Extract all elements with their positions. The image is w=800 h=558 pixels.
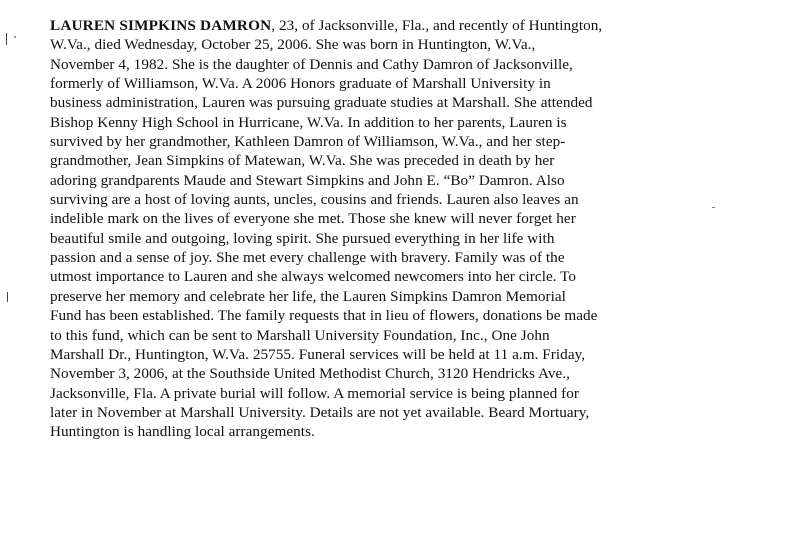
obituary-line: passion and a sense of joy. She met every challenge with bravery. Family was of the	[50, 249, 565, 267]
obituary-line: Bishop Kenny High School in Hurricane, W.Va. In addition to her parents, Lauren is	[50, 113, 567, 131]
obituary-line: November 4, 1982. She is the daughter of Dennis and Cathy Damron of Jacksonville,	[50, 55, 573, 73]
obituary-line: November 3, 2006, at the Southside United Methodist Church, 3120 Hendricks Ave.,	[50, 365, 571, 383]
obituary-line: survived by her grandmother, Kathleen Damron of Williamson, W.Va., and her step-	[50, 133, 566, 151]
obituary-line: preserve her memory and celebrate her life, the Lauren Simpkins Damron Memorial	[50, 287, 566, 305]
obituary-line: Huntington is handling local arrangements.	[50, 423, 315, 441]
obituary-line	[50, 16, 760, 35]
obituary-line: Jacksonville, Fla. A private burial will follow. A memorial service is being planned for	[50, 384, 579, 402]
obituary-line: business administration, Lauren was pursuing graduate studies at Marshall. She attended	[50, 94, 593, 112]
obituary-line: surviving are a host of loving aunts, uncles, cousins and friends. Lauren also leaves an	[50, 191, 579, 209]
obituary-line: formerly of Williamson, W.Va. A 2006 Honors graduate of Marshall University in	[50, 75, 551, 93]
obituary-line: indelible mark on the lives of everyone she met. Those she knew will never forget her	[50, 210, 576, 228]
scan-margin-mark	[7, 292, 8, 302]
obituary-line: W.Va., died Wednesday, October 25, 2006. She was born in Huntington, W.Va.,	[50, 36, 536, 54]
obituary-line: later in November at Marshall University. Details are not yet available. Beard Mortuary,	[50, 403, 590, 421]
deceased-name: LAUREN SIMPKINS DAMRON	[50, 17, 272, 34]
obituary-line: Marshall Dr., Huntington, W.Va. 25755. Funeral services will be held at 11 a.m. Friday,	[50, 345, 586, 363]
obituary-line: grandmother, Jean Simpkins of Matewan, W.Va. She was preceded in death by her	[50, 152, 555, 170]
obituary-line: Fund has been established. The family requests that in lieu of flowers, donations be made	[50, 307, 598, 325]
obituary-line: beautiful smile and outgoing, loving spirit. She pursued everything in her life with	[50, 229, 555, 247]
obituary-line: to this fund, which can be sent to Marshall University Foundation, Inc., One John	[50, 326, 550, 344]
obituary-line: utmost importance to Lauren and she always welcomed newcomers into her circle. To	[50, 268, 577, 286]
scan-margin-mark	[6, 33, 7, 45]
scan-speck	[14, 36, 16, 38]
obituary-text	[50, 16, 760, 442]
first-line-text: , 23, of Jacksonville, Fla., and recently of Huntington,	[271, 17, 603, 34]
obituary-line: adoring grandparents Maude and Stewart Simpkins and John E. “Bo” Damron. Also	[50, 171, 565, 189]
